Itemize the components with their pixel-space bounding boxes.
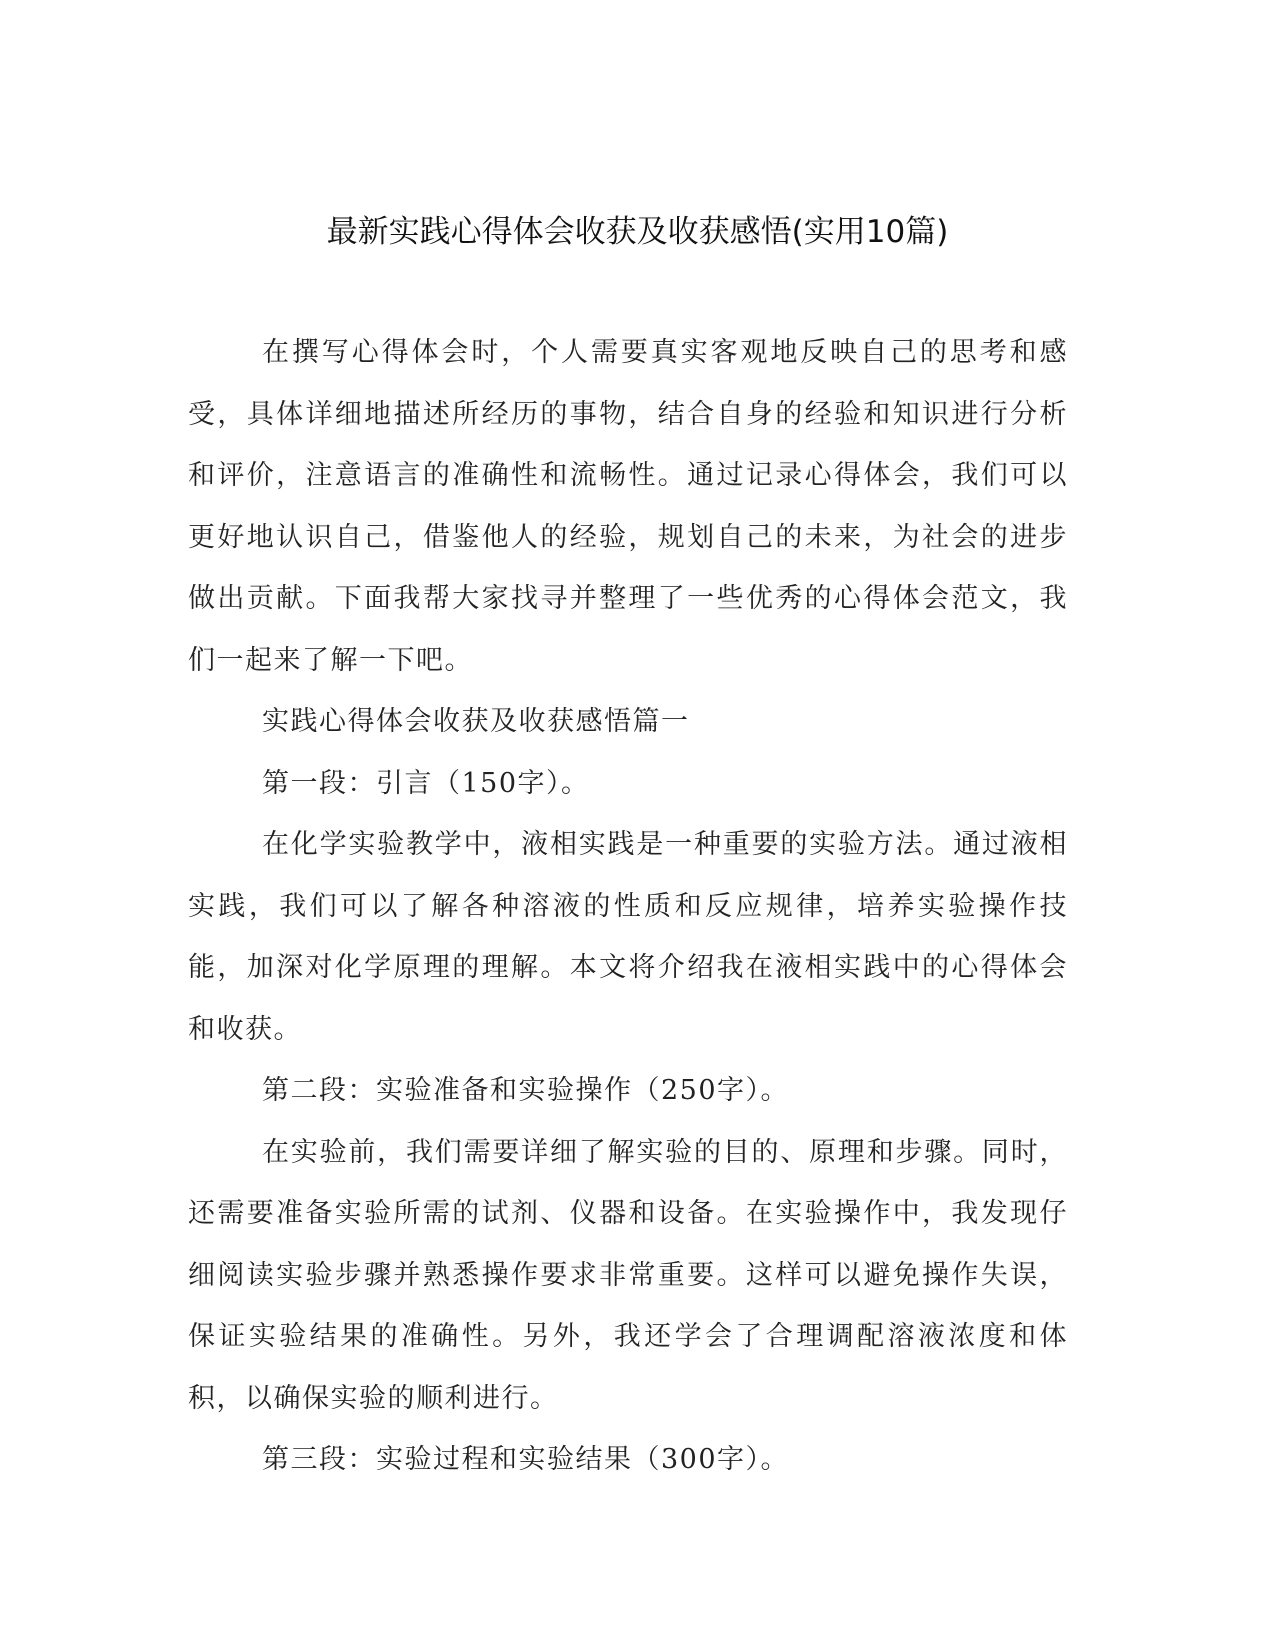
document-body <box>188 322 1068 1491</box>
intro-paragraph: 在撰写心得体会时，个人需要真实客观地反映自己的思考和感受，具体详细地描述所经历的事物，结合自身的经验和知识进行分析和评价，注意语言的准确性和流畅性。通过记录心得体会，我们可以更好地认识自己，借鉴他人的经验，规划自己的未来，为社会的进步做出贡献。下面我帮大家找寻并整理了一些优秀的心得体会范文，我们一起来了解一下吧。 <box>188 337 1068 676</box>
document-title: 最新实践心得体会收获及收获感悟(实用10篇) <box>326 214 949 250</box>
subheading-part-2: 第二段：实验准备和实验操作（250字）。 <box>262 1075 790 1106</box>
body-paragraph: 在化学实验教学中，液相实践是一种重要的实验方法。通过液相实践，我们可以了解各种溶液的性质和反应规律，培养实验操作技能，加深对化学原理的理解。本文将介绍我在液相实践中的心得体会和收获。 <box>188 829 1068 1045</box>
section-heading-1: 实践心得体会收获及收获感悟篇一 <box>262 706 690 737</box>
subheading-part-1: 第一段：引言（150字）。 <box>262 767 590 799</box>
body-paragraph: 在实验前，我们需要详细了解实验的目的、原理和步骤。同时，还需要准备实验所需的试剂、仪器和设备。在实验操作中，我发现仔细阅读实验步骤并熟悉操作要求非常重要。这样可以避免操作失误，保证实验结果的准确性。另外，我还学会了合理调配溶液浓度和体积，以确保实验的顺利进行。 <box>188 1136 1068 1414</box>
subheading-part-3: 第三段：实验过程和实验结果（300字）。 <box>262 1444 790 1475</box>
